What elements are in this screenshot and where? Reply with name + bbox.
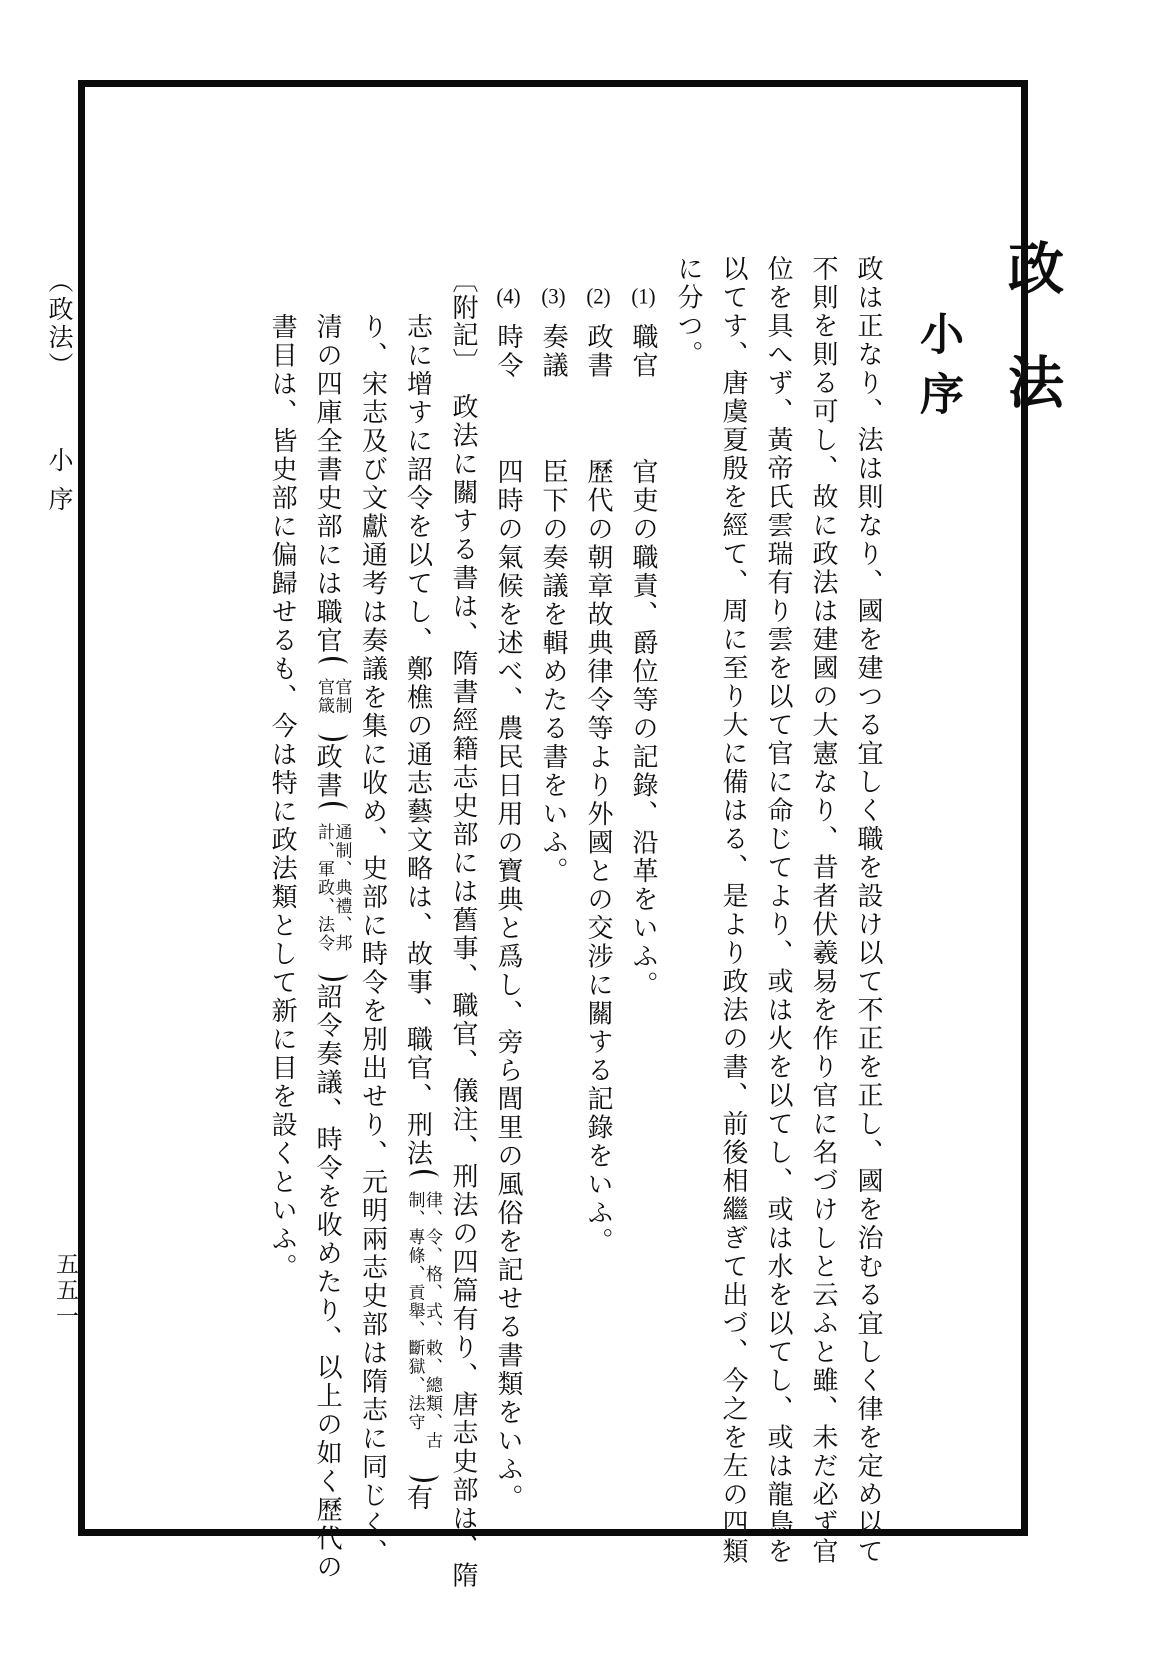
list-item-column [621, 255, 666, 1611]
item-definition: 歷代の朝章故典律令等より外國との交涉に關する記錄をいふ。 [584, 458, 613, 1256]
item-number: (1) [631, 285, 656, 307]
warichu-note [316, 678, 351, 720]
appendix-column [351, 255, 396, 1611]
list-item-column [486, 255, 531, 1611]
warichu-open-paren [409, 1170, 439, 1185]
warichu-line: 官制 [332, 678, 352, 715]
item-number: (3) [541, 285, 566, 307]
warichu-line: 計、軍政、法令 [315, 823, 335, 953]
appendix-text: 詔令奏議、時令を收めたり、以上の如く歷代の [313, 983, 343, 1582]
warichu-note [406, 1191, 441, 1461]
paragraph-column: 以てす、唐虞夏殷を經て、周に至り大に備はる、是より政法の書、前後相繼ぎて出づ、今之を左の四類 [719, 255, 748, 1566]
list-item-column [531, 255, 576, 1611]
item-definition: 官吏の職責、爵位等の記錄、沿革をいふ。 [629, 458, 658, 1000]
item-term: 時令 [494, 323, 523, 380]
page-border-frame [78, 80, 1062, 1590]
warichu-line: 通制、典禮、邦 [332, 823, 352, 953]
page-title: 政法 [1000, 239, 1062, 467]
paragraph-column: 不則を則る可し、故に政法は建國の大憲なり、昔者伏羲易を作り官に名づけしと云ふと雖、未だ必ず官 [809, 255, 838, 1566]
item-term: 奏議 [539, 323, 568, 380]
appendix-column [396, 255, 441, 1611]
appendix-text: り、宋志及び文獻通考は奏議を集に收め、史部に時令を別出せり、元明兩志史部は隋志に同じく、 [358, 313, 388, 1567]
warichu-line: 制、專條、貢舉、斷獄、法守 [405, 1191, 425, 1432]
paragraph-column: 政は正なり、法は則なり、國を建つる宜しく職を設け以て不正を正し、國を治むる宜しく律を定め以て [854, 255, 883, 1566]
paragraph-column: 位を具へず、黃帝氏雲瑞有り雲を以て官に命じてより、或は火を以てし、或は水を以てし、或は龍鳥を [764, 255, 793, 1566]
appendix-column [441, 255, 486, 1611]
warichu-note [316, 823, 351, 960]
appendix-text: 清の四庫全書史部には職官 [313, 313, 343, 655]
warichu-open-paren [318, 802, 348, 817]
appendix-text: 志に增すに詔令を以てし、鄭樵の通志藝文略は、故事、職官、刑法 [403, 313, 433, 1168]
page-subtitle: 小序 [913, 311, 962, 431]
page-number: 五五一 [53, 1252, 78, 1330]
appendix-text: 書目は、皆史部に偏歸せるも、今は特に政法類として新に目を設くといふ。 [268, 313, 298, 1282]
appendix-label: 〔附記〕 [449, 267, 478, 375]
warichu-close-paren [409, 1467, 439, 1482]
appendix-column [260, 255, 305, 1611]
item-number: (2) [586, 285, 611, 307]
warichu-line: 官箴 [315, 678, 335, 715]
text-columns [180, 239, 1062, 1611]
warichu-close-paren [318, 726, 348, 741]
appendix-text: 政書 [313, 743, 343, 800]
item-term: 職官 [629, 323, 658, 380]
appendix-column [305, 255, 350, 1611]
item-term: 政書 [584, 323, 613, 380]
list-item-column [576, 255, 621, 1611]
warichu-line: 律、令、格、式、敕、總類、古 [423, 1191, 442, 1450]
margin-label-category: （政法） [45, 268, 72, 380]
item-number: (4) [496, 285, 521, 307]
margin-section-label [40, 268, 76, 525]
item-definition: 四時の氣候を述べ、農民日用の寶典と爲し、旁ら閭里の風俗を記せる書類をいふ。 [494, 458, 523, 1513]
warichu-close-paren [318, 966, 348, 981]
paragraph-column: に分つ。 [674, 255, 703, 369]
warichu-open-paren [318, 657, 348, 672]
item-definition: 臣下の奏議を輯めたる書をいふ。 [539, 458, 568, 886]
appendix-text: 政法に關する書は、隋書經籍志史部には舊事、職官、儀注、刑法の四篇有り、唐志史部は、隋 [449, 393, 478, 1590]
appendix-text: 有 [403, 1484, 433, 1513]
margin-label-section: 小序 [45, 447, 72, 526]
